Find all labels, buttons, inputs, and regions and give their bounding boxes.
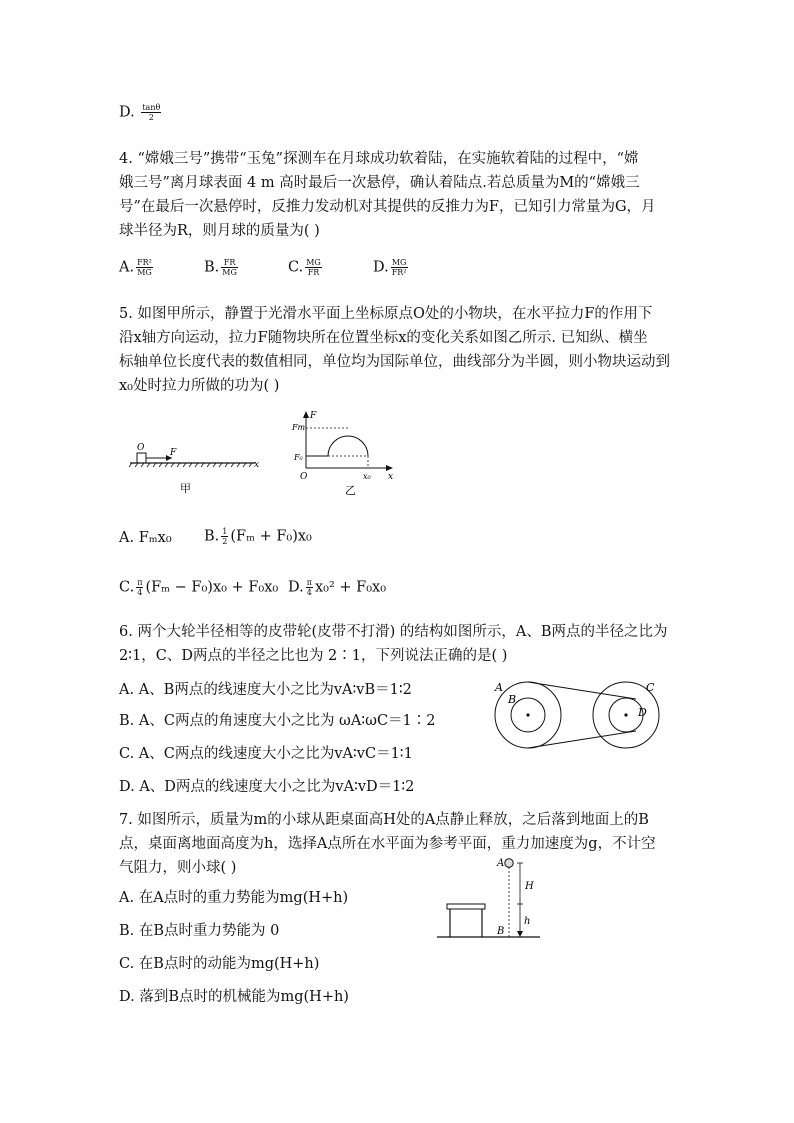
q6-option-b[interactable]: B. A、C两点的角速度大小之比为 ωA∶ωC＝1∶2	[119, 713, 436, 729]
q5-figure-right	[288, 408, 403, 500]
label-b: B	[508, 693, 517, 706]
fraction	[136, 578, 143, 597]
label-f: F	[310, 411, 317, 421]
label-c: C	[646, 681, 655, 694]
option-label: B.	[204, 259, 220, 276]
label-fm: Fm	[292, 423, 306, 432]
option-expression: (Fₘ + F₀)x₀	[230, 528, 312, 545]
label-d: D	[638, 706, 647, 719]
q4-line-2: 娥三号”离月球表面 4 m 高时最后一次悬停，确认着陆点.若总质量为M的“嫦娥三	[119, 175, 640, 191]
q4-option-d[interactable]	[373, 258, 410, 277]
fraction-numerator: π	[137, 578, 143, 587]
fraction-denominator: FR²	[391, 268, 407, 277]
option-label: A.	[119, 259, 135, 276]
label-big-h: H	[525, 881, 534, 892]
label-small-h: h	[524, 916, 531, 927]
option-expression: x₀² + F₀x₀	[314, 579, 387, 596]
q5-line-2: 沿x轴方向运动，拉力F随物块所在位置坐标x的变化关系如图乙所示. 已知纵、横坐	[119, 330, 648, 346]
fraction-denominator: 4	[306, 588, 312, 597]
fraction	[391, 258, 408, 277]
fraction-denominator: MG	[222, 268, 237, 277]
q4-option-a[interactable]	[119, 258, 155, 277]
fraction-numerator: tanθ	[142, 103, 161, 112]
q5-option-d[interactable]	[288, 578, 386, 597]
q5-line-1: 5. 如图甲所示，静置于光滑水平面上坐标原点O处的小物块，在水平拉力F的作用下	[119, 306, 653, 322]
fraction-denominator: 4	[137, 588, 143, 597]
q4-option-c[interactable]	[288, 258, 324, 277]
label-f0: F₀	[294, 453, 303, 462]
q7-option-c[interactable]: C. 在B点时的动能为mg(H+h)	[119, 956, 320, 972]
q4-option-b[interactable]	[204, 258, 240, 277]
fraction-numerator: MG	[391, 258, 407, 267]
fraction-numerator: FR	[221, 258, 238, 268]
figure-caption: 甲	[180, 482, 191, 495]
label-a: A	[495, 681, 503, 694]
q5-option-c[interactable]	[119, 578, 278, 597]
fraction-denominator: MG	[137, 268, 152, 277]
q5-option-a[interactable]: A. Fₘx₀	[119, 530, 172, 546]
label-o: O	[137, 443, 145, 453]
q6-line-2: 2∶1，C、D两点的半径之比也为 2∶1，下列说法正确的是( )	[119, 648, 508, 664]
option-label: C.	[119, 579, 135, 596]
fraction-denominator: 2	[222, 537, 228, 546]
q3-option-d[interactable]	[119, 103, 163, 122]
q6-option-a[interactable]: A. A、B两点的线速度大小之比为vA∶vB＝1∶2	[119, 682, 412, 698]
fraction-numerator: 1	[222, 527, 228, 536]
q6-option-d[interactable]: D. A、D两点的线速度大小之比为vA∶vD＝1∶2	[119, 779, 415, 795]
option-label: C.	[288, 259, 304, 276]
q6-option-c[interactable]: C. A、C两点的线速度大小之比为vA∶vC＝1∶1	[119, 746, 413, 762]
q7-option-a[interactable]: A. 在A点时的重力势能为mg(H+h)	[119, 890, 349, 906]
fraction-numerator: FR²	[137, 258, 152, 267]
q5-line-4: x₀处时拉力所做的功为( )	[119, 378, 280, 394]
fraction	[305, 258, 322, 277]
q4-line-1: 4. “嫦娥三号”携带“玉兔”探测车在月球成功软着陆，在实施软着陆的过程中，“嫦	[119, 151, 639, 167]
fraction	[141, 103, 161, 122]
fraction-numerator: MG	[306, 258, 321, 267]
q6-pulley-figure	[488, 675, 668, 755]
q7-line-3: 气阻力，则小球( )	[119, 860, 237, 876]
q7-option-b[interactable]: B. 在B点时重力势能为 0	[119, 923, 280, 939]
option-label: D.	[373, 259, 389, 276]
label-b: B	[497, 926, 505, 937]
q4-line-4: 球半径为R，则月球的质量为( )	[119, 223, 320, 239]
q5-line-3: 标轴单位长度代表的数值相同，单位均为国际单位，曲线部分为半圆，则小物块运动到	[119, 354, 670, 370]
q5-option-b[interactable]	[204, 527, 312, 546]
label-x0: x₀	[363, 472, 371, 481]
q5-figure-left	[120, 435, 270, 505]
label-a: A	[497, 858, 505, 869]
fraction-denominator: 2	[148, 113, 154, 122]
fraction-denominator: FR	[307, 268, 320, 277]
option-label: D.	[119, 104, 135, 121]
label-x: x	[254, 460, 260, 470]
label-o: O	[300, 472, 308, 482]
q6-line-1: 6. 两个大轮半径相等的皮带轮(皮带不打滑) 的结构如图所示，A、B两点的半径之比为	[119, 624, 668, 640]
label-f: F	[170, 448, 177, 458]
q7-line-1: 7. 如图所示，质量为m的小球从距桌面高H处的A点静止释放，之后落到地面上的B	[119, 812, 649, 828]
q4-line-3: 号”在最后一次悬停时，反推力发动机对其提供的反推力为F，已知引力常量为G，月	[119, 199, 656, 215]
q7-figure	[435, 852, 545, 947]
q7-option-d[interactable]: D. 落到B点时的机械能为mg(H+h)	[119, 989, 349, 1005]
option-label: B.	[204, 528, 220, 545]
figure-caption: 乙	[345, 484, 356, 497]
label-x: x	[388, 472, 394, 482]
fraction	[221, 258, 238, 277]
option-label: D.	[288, 579, 304, 596]
fraction-numerator: π	[306, 578, 312, 587]
fraction	[306, 578, 313, 597]
fraction	[221, 527, 228, 546]
fraction	[136, 258, 153, 277]
option-expression: (Fₘ − F₀)x₀ + F₀x₀	[145, 579, 279, 596]
q7-line-2: 点，桌面离地面高度为h，选择A点所在水平面为参考平面，重力加速度为g，不计空	[119, 836, 656, 852]
